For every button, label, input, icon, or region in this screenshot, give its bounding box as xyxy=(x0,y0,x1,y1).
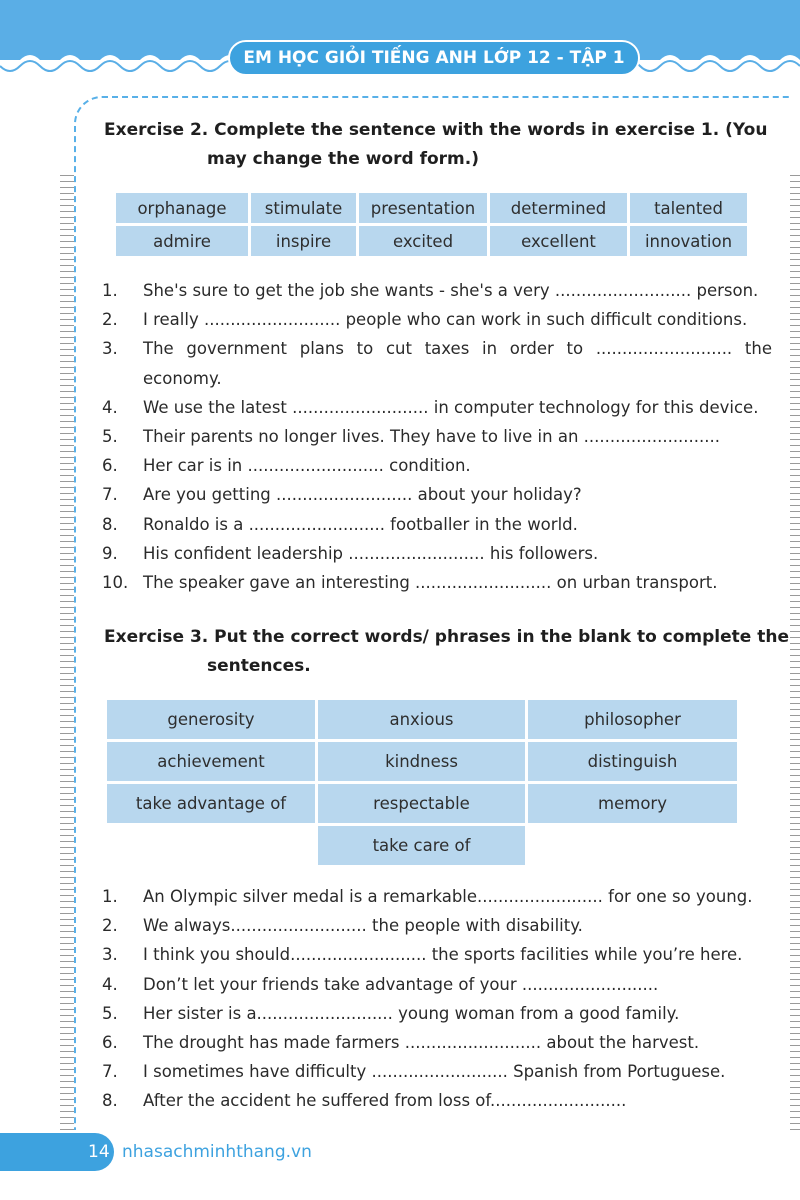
word-cell: memory xyxy=(528,784,737,823)
list-item xyxy=(102,882,772,911)
word-cell: presentation xyxy=(359,193,487,223)
item-text: She's sure to get the job she wants - she's a very .......................... person. xyxy=(143,281,759,300)
list-item xyxy=(102,940,772,969)
exercise2-title-line2: may change the word form.) xyxy=(207,149,479,169)
list-item xyxy=(102,970,772,999)
item-number: 7. xyxy=(102,1062,118,1082)
item-number: 6. xyxy=(102,456,118,476)
word-cell: take advantage of xyxy=(107,784,315,823)
item-number: 8. xyxy=(102,1091,118,1111)
item-text: The drought has made farmers .......................... about the harvest. xyxy=(143,1033,700,1053)
item-text: We always.......................... the people with disability. xyxy=(143,916,583,936)
item-text: We use the latest .......................... in computer technology for this device. xyxy=(143,397,759,417)
word-cell: excellent xyxy=(490,226,627,256)
exercise3-title-line1: Exercise 3. Put the correct words/ phrases in the blank to complete the xyxy=(104,627,789,647)
item-text: I think you should.......................... the sports facilities while you’re here. xyxy=(143,945,743,965)
list-item xyxy=(102,480,772,509)
word-cell: anxious xyxy=(318,700,525,739)
word-cell: inspire xyxy=(251,226,356,256)
exercise2-title xyxy=(104,116,767,174)
list-item xyxy=(102,1057,772,1086)
list-item xyxy=(102,451,772,480)
right-ruler-decoration xyxy=(790,175,800,1130)
word-cell: achievement xyxy=(107,742,315,781)
item-number: 4. xyxy=(102,974,118,994)
word-cell: generosity xyxy=(107,700,315,739)
item-number: 2. xyxy=(102,916,118,936)
item-number: 1. xyxy=(102,887,118,906)
word-cell: take care of xyxy=(318,826,525,865)
list-item xyxy=(102,334,772,392)
item-text: I really .......................... people who can work in such difficult conditions. xyxy=(143,310,748,330)
item-number: 9. xyxy=(102,543,118,563)
list-item xyxy=(102,568,772,597)
exercise2-items xyxy=(102,276,772,597)
word-cell: stimulate xyxy=(251,193,356,223)
exercise3-title-line2: sentences. xyxy=(207,656,311,676)
exercise3-items xyxy=(102,882,772,1116)
list-item xyxy=(102,911,772,940)
item-text: The speaker gave an interesting .......................... on urban transport. xyxy=(143,573,718,593)
item-number: 10. xyxy=(102,573,129,593)
word-cell: determined xyxy=(490,193,627,223)
list-item xyxy=(102,305,772,334)
item-number: 1. xyxy=(102,281,118,300)
item-number: 5. xyxy=(102,427,118,447)
item-text: Her sister is a.......................... young woman from a good family. xyxy=(143,1003,680,1023)
list-item xyxy=(102,276,772,305)
word-cell: philosopher xyxy=(528,700,737,739)
word-cell: distinguish xyxy=(528,742,737,781)
item-text: I sometimes have difficulty .......................... Spanish from Portuguese. xyxy=(143,1062,726,1082)
list-item xyxy=(102,422,772,451)
word-cell: respectable xyxy=(318,784,525,823)
item-number: 5. xyxy=(102,1003,118,1023)
item-text: After the accident he suffered from loss of.......................... xyxy=(143,1091,627,1111)
footer-website: nhasachminhthang.vn xyxy=(122,1142,312,1162)
word-cell: innovation xyxy=(630,226,747,256)
item-text: Their parents no longer lives. They have to live in an .......................... xyxy=(143,427,721,447)
item-number: 4. xyxy=(102,397,118,417)
item-number: 3. xyxy=(102,945,118,965)
book-title: EM HỌC GIỎI TIẾNG ANH LỚP 12 - TẬP 1 xyxy=(228,40,640,76)
item-text: Her car is in .......................... condition. xyxy=(143,456,471,476)
exercise2-word-box xyxy=(113,190,750,259)
page-number: 14 xyxy=(88,1142,110,1162)
empty-cell xyxy=(107,826,315,865)
list-item xyxy=(102,510,772,539)
exercise3-title xyxy=(104,623,789,681)
empty-cell xyxy=(528,826,737,865)
item-number: 7. xyxy=(102,485,118,505)
item-text: Ronaldo is a .......................... footballer in the world. xyxy=(143,514,578,534)
item-number: 3. xyxy=(102,339,118,359)
exercise2-title-line1: Exercise 2. Complete the sentence with the words in exercise 1. (You xyxy=(104,120,768,140)
item-text: His confident leadership .......................... his followers. xyxy=(143,543,599,563)
list-item xyxy=(102,1028,772,1057)
item-text: An Olympic silver medal is a remarkable........................ for one so young. xyxy=(143,887,753,906)
word-cell: kindness xyxy=(318,742,525,781)
item-number: 8. xyxy=(102,514,118,534)
list-item xyxy=(102,999,772,1028)
item-text: The government plans to cut taxes in order to .......................... the economy. xyxy=(143,339,772,388)
word-cell: orphanage xyxy=(116,193,248,223)
left-ruler-decoration xyxy=(60,175,74,1130)
item-text: Don’t let your friends take advantage of your .......................... xyxy=(143,974,659,994)
list-item xyxy=(102,1086,772,1115)
word-cell: admire xyxy=(116,226,248,256)
word-cell: excited xyxy=(359,226,487,256)
list-item xyxy=(102,539,772,568)
item-text: Are you getting .......................... about your holiday? xyxy=(143,485,582,505)
item-number: 6. xyxy=(102,1033,118,1053)
word-cell: talented xyxy=(630,193,747,223)
exercise3-word-box xyxy=(104,697,740,868)
list-item xyxy=(102,393,772,422)
item-number: 2. xyxy=(102,310,118,330)
